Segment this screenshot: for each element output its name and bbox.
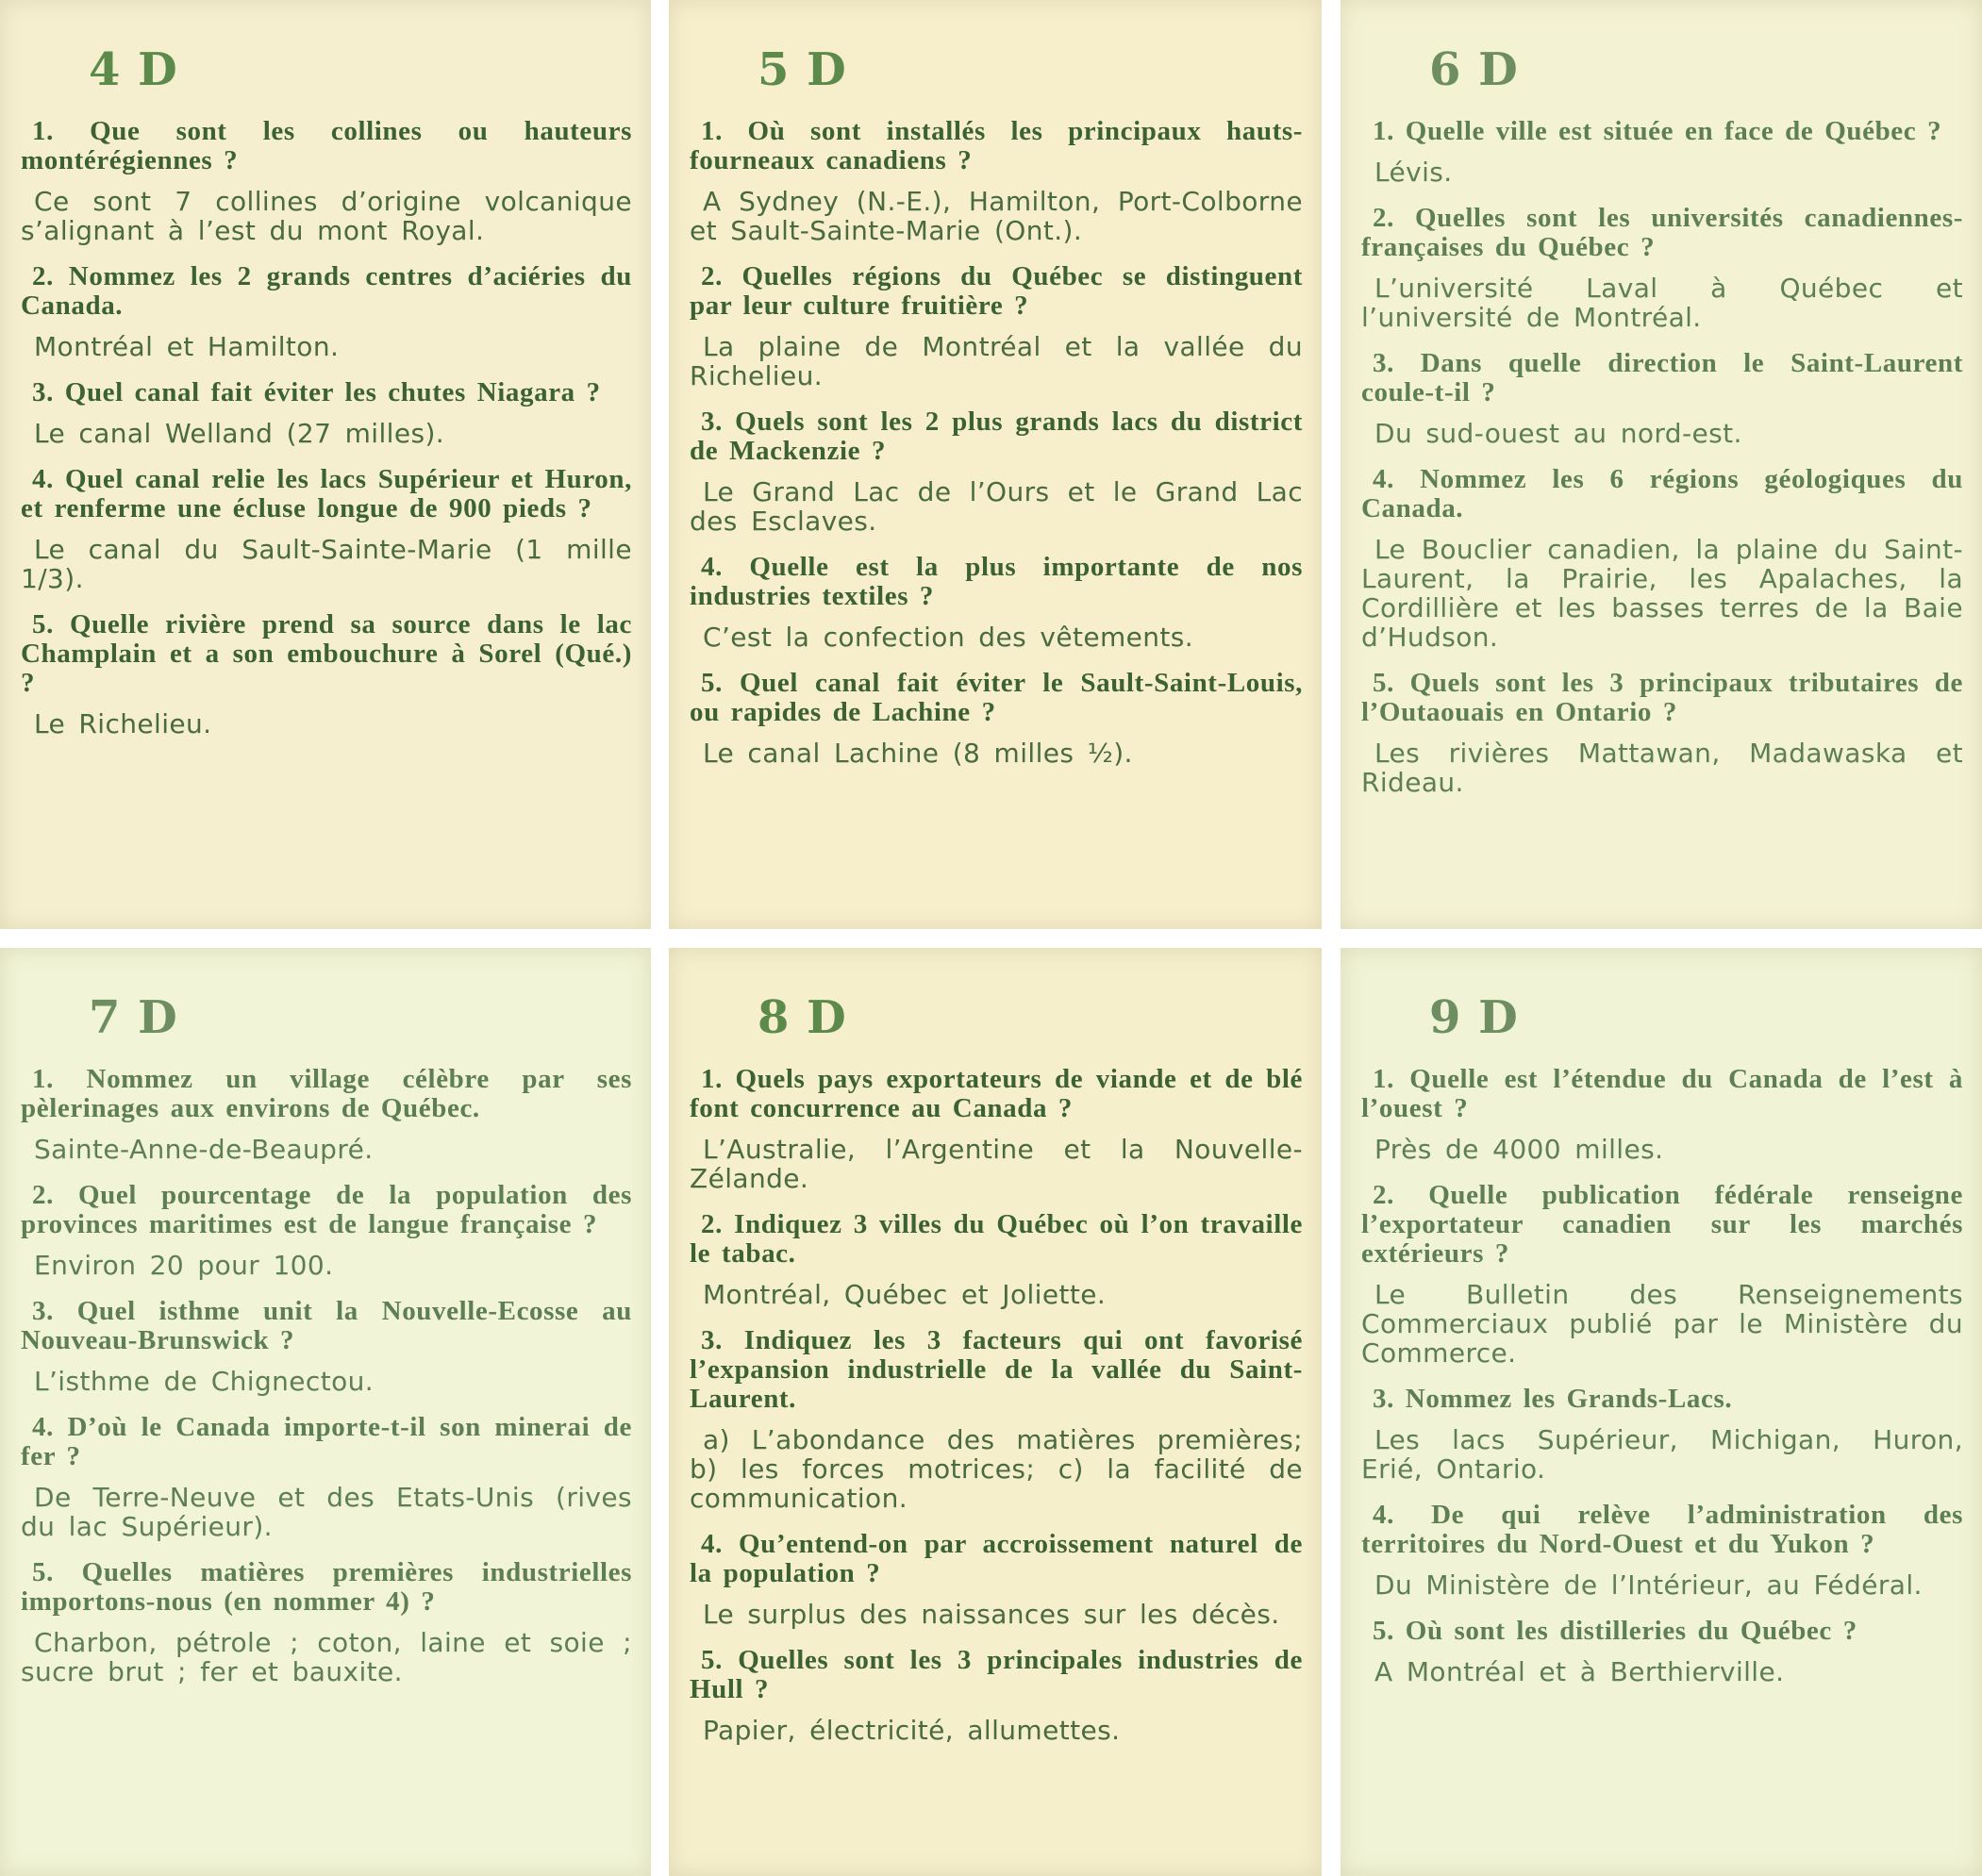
answer-text: A Montréal et à Berthierville. (1374, 1656, 1785, 1687)
answer-text: Montréal et Hamilton. (34, 331, 340, 362)
card-4d (0, 0, 651, 929)
answer-text: Les rivières Mattawan, Madawaska et Rideau. (1361, 738, 1963, 798)
question-text: 2. Quel pourcentage de la population des provinces maritimes est de langue française ? (21, 1180, 632, 1239)
question-text: 4. Nommez les 6 régions géologiques du Canada. (1361, 464, 1963, 523)
card-6d (1341, 0, 1982, 929)
card-title: 6 D (1429, 43, 1519, 96)
answer-text: La plaine de Montréal et la vallée du Richelieu. (690, 331, 1303, 391)
answer-text: A Sydney (N.-E.), Hamilton, Port-Colborne et Sault-Sainte-Marie (Ont.). (690, 186, 1303, 246)
question-block (1361, 117, 1963, 187)
answer-text: Près de 4000 milles. (1374, 1134, 1664, 1165)
answer-text: Le surplus des naissances sur les décès. (703, 1599, 1280, 1630)
card-title: 9 D (1429, 991, 1519, 1044)
question-block (690, 1530, 1303, 1629)
question-text: 4. Qu’entend-on par accroissement naturel de la population ? (690, 1529, 1303, 1588)
question-block (21, 378, 632, 448)
card-8d (669, 948, 1322, 1876)
question-text: 4. De qui relève l’administration des territoires du Nord-Ouest et du Yukon ? (1361, 1500, 1963, 1559)
card-7d (0, 948, 651, 1876)
question-text: 3. Quel isthme unit la Nouvelle-Ecosse au Nouveau-Brunswick ? (21, 1296, 632, 1355)
question-block (1361, 1617, 1963, 1686)
question-block (21, 610, 632, 739)
question-text: 5. Quelle rivière prend sa source dans le lac Champlain et a son embouchure à Sorel (Qué.) ? (21, 609, 632, 698)
question-text: 1. Où sont installés les principaux hauts-fourneaux canadiens ? (690, 116, 1303, 175)
question-block (21, 1181, 632, 1280)
question-text: 5. Quel canal fait éviter le Sault-Saint-Louis, ou rapides de Lachine ? (690, 668, 1303, 727)
answer-text: Environ 20 pour 100. (34, 1250, 334, 1281)
question-text: 2. Quelles régions du Québec se distinguent par leur culture fruitière ? (690, 261, 1303, 321)
answer-text: L’Australie, l’Argentine et la Nouvelle-Zélande. (690, 1134, 1303, 1194)
question-text: 5. Quelles sont les 3 principales industries de Hull ? (690, 1645, 1303, 1704)
answer-text: Du Ministère de l’Intérieur, au Fédéral. (1374, 1569, 1923, 1601)
question-block (21, 262, 632, 361)
question-text: 5. Quelles matières premières industrielles importons-nous (en nommer 4) ? (21, 1557, 632, 1617)
answer-text: Les lacs Supérieur, Michigan, Huron, Erié, Ontario. (1361, 1424, 1963, 1485)
question-block (21, 1558, 632, 1686)
question-block (1361, 1385, 1963, 1484)
answer-text: Le canal Welland (27 milles). (34, 418, 445, 449)
question-text: 4. Quel canal relie les lacs Supérieur et Huron, et renferme une écluse longue de 900 pieds ? (21, 464, 632, 523)
question-text: 1. Que sont les collines ou hauteurs montérégiennes ? (21, 116, 632, 175)
answer-text: a) L’abondance des matières premières; b) les forces motrices; c) la facilité de communication. (690, 1424, 1303, 1514)
question-block (1361, 349, 1963, 448)
question-text: 4. D’où le Canada importe-t-il son minerai de fer ? (21, 1412, 632, 1471)
answer-text: Lévis. (1374, 157, 1453, 188)
question-block (1361, 1065, 1963, 1164)
question-text: 5. Quels sont les 3 principaux tributaires de l’Outaouais en Ontario ? (1361, 668, 1963, 727)
question-block (1361, 204, 1963, 332)
question-block (21, 465, 632, 593)
question-text: 3. Quels sont les 2 plus grands lacs du district de Mackenzie ? (690, 407, 1303, 466)
card-9d (1341, 948, 1982, 1876)
question-block (690, 1065, 1303, 1193)
answer-text: Le Richelieu. (34, 708, 212, 739)
answer-text: Montréal, Québec et Joliette. (703, 1279, 1107, 1310)
question-block (1361, 1501, 1963, 1600)
card-title: 8 D (758, 991, 847, 1044)
question-text: 2. Quelles sont les universités canadiennes-françaises du Québec ? (1361, 203, 1963, 262)
question-text: 3. Quel canal fait éviter les chutes Niagara ? (32, 377, 601, 407)
question-block (690, 1646, 1303, 1745)
question-block (1361, 669, 1963, 797)
question-block (21, 117, 632, 245)
question-text: 2. Nommez les 2 grands centres d’aciéries du Canada. (21, 261, 632, 321)
question-block (1361, 465, 1963, 652)
answer-text: Le canal Lachine (8 milles ½). (703, 738, 1133, 769)
question-block (690, 262, 1303, 390)
question-block (690, 407, 1303, 536)
answer-text: Papier, électricité, allumettes. (703, 1715, 1121, 1746)
answer-text: Sainte-Anne-de-Beaupré. (34, 1134, 374, 1165)
answer-text: Le canal du Sault-Sainte-Marie (1 mille 1/3). (21, 534, 632, 594)
question-block (21, 1297, 632, 1396)
question-block (690, 1210, 1303, 1309)
question-text: 1. Quelle est l’étendue du Canada de l’est à l’ouest ? (1361, 1064, 1963, 1123)
question-text: 3. Nommez les Grands-Lacs. (1373, 1384, 1733, 1414)
question-block (21, 1065, 632, 1164)
question-block (690, 669, 1303, 768)
answer-text: Charbon, pétrole ; coton, laine et soie ; sucre brut ; fer et bauxite. (21, 1627, 632, 1687)
answer-text: C’est la confection des vêtements. (703, 622, 1194, 653)
card-title: 4 D (89, 43, 178, 96)
card-title: 7 D (89, 991, 178, 1044)
answer-text: Le Bulletin des Renseignements Commerciaux publié par le Ministère du Commerce. (1361, 1279, 1963, 1369)
answer-text: Du sud-ouest au nord-est. (1374, 418, 1742, 449)
answer-text: De Terre-Neuve et des Etats-Unis (rives du lac Supérieur). (21, 1482, 632, 1542)
question-block (690, 117, 1303, 245)
question-text: 1. Quelle ville est située en face de Québec ? (1373, 116, 1942, 146)
question-block (21, 1413, 632, 1541)
question-text: 4. Quelle est la plus importante de nos industries textiles ? (690, 552, 1303, 611)
question-text: 3. Dans quelle direction le Saint-Laurent coule-t-il ? (1361, 348, 1963, 407)
answer-text: Le Grand Lac de l’Ours et le Grand Lac des Esclaves. (690, 476, 1303, 537)
answer-text: L’isthme de Chignectou. (34, 1366, 375, 1397)
question-text: 1. Nommez un village célèbre par ses pèlerinages aux environs de Québec. (21, 1064, 632, 1123)
answer-text: Ce sont 7 collines d’origine volcanique s’alignant à l’est du mont Royal. (21, 186, 632, 246)
question-text: 3. Indiquez les 3 facteurs qui ont favorisé l’expansion industrielle de la vallée du Saint-Laurent. (690, 1325, 1303, 1414)
answer-text: L’université Laval à Québec et l’université de Montréal. (1361, 273, 1963, 333)
question-text: 2. Indiquez 3 villes du Québec où l’on travaille le tabac. (690, 1209, 1303, 1269)
question-text: 5. Où sont les distilleries du Québec ? (1373, 1616, 1857, 1646)
card-5d (669, 0, 1322, 929)
question-block (1361, 1181, 1963, 1368)
answer-text: Le Bouclier canadien, la plaine du Saint-Laurent, la Prairie, les Apalaches, la Cordillière et les basses terres de la Baie d’Hudson. (1361, 534, 1963, 653)
card-title: 5 D (758, 43, 847, 96)
question-block (690, 553, 1303, 652)
question-block (690, 1326, 1303, 1513)
question-text: 2. Quelle publication fédérale renseigne l’exportateur canadien sur les marchés extérieurs ? (1361, 1180, 1963, 1269)
question-text: 1. Quels pays exportateurs de viande et de blé font concurrence au Canada ? (690, 1064, 1303, 1123)
